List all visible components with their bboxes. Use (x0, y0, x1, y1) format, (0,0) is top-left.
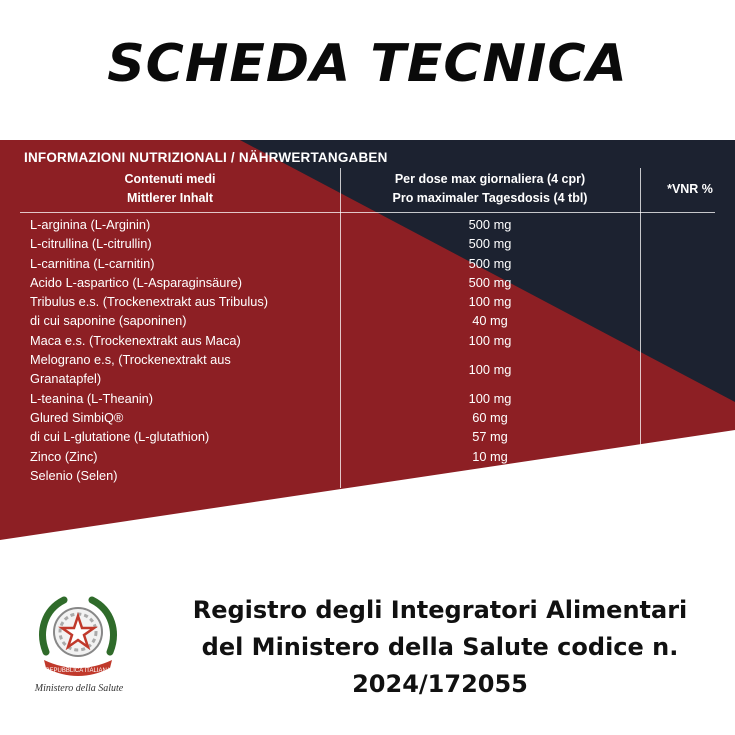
table-row (0, 429, 735, 448)
row-amount: 100 µg (470, 467, 510, 483)
row-name (30, 429, 209, 448)
row-name (30, 449, 98, 468)
row-vnr: 182% (671, 467, 704, 483)
row-amount: 100 mg (468, 390, 512, 406)
row-name (30, 275, 242, 294)
row-name-line: di cui saponine (saponinen) (30, 313, 187, 329)
row-amount: 500 mg (468, 255, 512, 271)
header-divider (20, 212, 715, 213)
row-amount: 100 mg (468, 361, 512, 377)
row-name (30, 410, 123, 429)
row-amount: 500 mg (468, 236, 512, 252)
row-name (30, 352, 231, 391)
table-row (0, 256, 735, 275)
table-row (0, 275, 735, 294)
table-row (0, 449, 735, 468)
column-header-contents-it: Contenuti medi (124, 172, 216, 186)
row-amount: 100 mg (468, 332, 512, 348)
row-name-line: Acido L-aspartico (L-Asparaginsäure) (30, 274, 242, 290)
row-name-line: Melograno e.s, (Trockenextrakt aus (30, 352, 231, 368)
column-header-dose-de: Pro maximaler Tagesdosis (4 tbl) (392, 191, 588, 205)
row-name (30, 256, 154, 275)
row-name (30, 217, 150, 236)
row-name (30, 468, 118, 487)
row-name-line: L-arginina (L-Arginin) (30, 217, 151, 232)
ministry-label: Ministero della Salute (34, 683, 124, 694)
column-header-contents (90, 170, 250, 208)
table-row (0, 333, 735, 352)
registry-line: del Ministero della Salute codice n. (201, 633, 679, 661)
row-amount: 500 mg (468, 217, 512, 232)
column-header-contents-de: Mittlerer Inhalt (126, 191, 214, 205)
column-header-dose-it: Per dose max giornaliera (4 cpr) (394, 172, 586, 186)
table-row (0, 410, 735, 429)
row-name-line: Zinco (Zinc) (30, 448, 98, 464)
row-name-line: Glured SimbiQ® (30, 409, 124, 425)
table-row (0, 468, 735, 487)
row-amount: 57 mg (472, 429, 508, 445)
row-amount: 100 mg (468, 294, 512, 310)
row-name (30, 313, 187, 332)
column-header-vnr: *VNR % (667, 182, 713, 196)
column-header-dose (350, 170, 630, 208)
italian-republic-emblem-icon (30, 592, 126, 688)
registry-code: 2024/172055 (352, 670, 528, 698)
row-name-line: Selenio (Selen) (30, 467, 118, 483)
row-vnr: 100% (671, 448, 704, 464)
table-header: INFORMAZIONI NUTRIZIONALI / NÄHRWERTANGABEN (24, 150, 388, 165)
page-title: SCHEDA TECNICA (107, 34, 628, 94)
row-amount: 60 mg (472, 409, 508, 425)
svg-text:REPUBBLICA ITALIANA: REPUBBLICA ITALIANA (45, 668, 111, 674)
row-name-line: L-teanina (L-Theanin) (30, 390, 154, 406)
row-amount: 500 mg (468, 274, 512, 290)
table-row (0, 217, 735, 236)
table-row (0, 352, 735, 391)
row-name (30, 391, 153, 410)
table-row (0, 391, 735, 410)
table-row (0, 236, 735, 255)
row-name-line: L-citrullina (L-citrullin) (30, 236, 152, 252)
registry-line: Registro degli Integratori Alimentari (192, 596, 688, 624)
row-name (30, 294, 268, 313)
row-name (30, 236, 152, 255)
registry-text (155, 592, 725, 703)
row-amount: 10 mg (472, 448, 508, 464)
row-name-line: Maca e.s. (Trockenextrakt aus Maca) (30, 332, 241, 348)
row-amount: 40 mg (472, 313, 508, 329)
row-name-line: Granatapfel) (30, 371, 102, 387)
row-name-line: Tribulus e.s. (Trockenextrakt aus Tribulus) (30, 294, 269, 310)
row-name-line: di cui L-glutatione (L-glutathion) (30, 429, 210, 445)
row-name (30, 333, 241, 352)
table-row (0, 313, 735, 332)
row-name-line: L-carnitina (L-carnitin) (30, 255, 155, 271)
table-row (0, 294, 735, 313)
nutrition-rows (0, 217, 735, 487)
